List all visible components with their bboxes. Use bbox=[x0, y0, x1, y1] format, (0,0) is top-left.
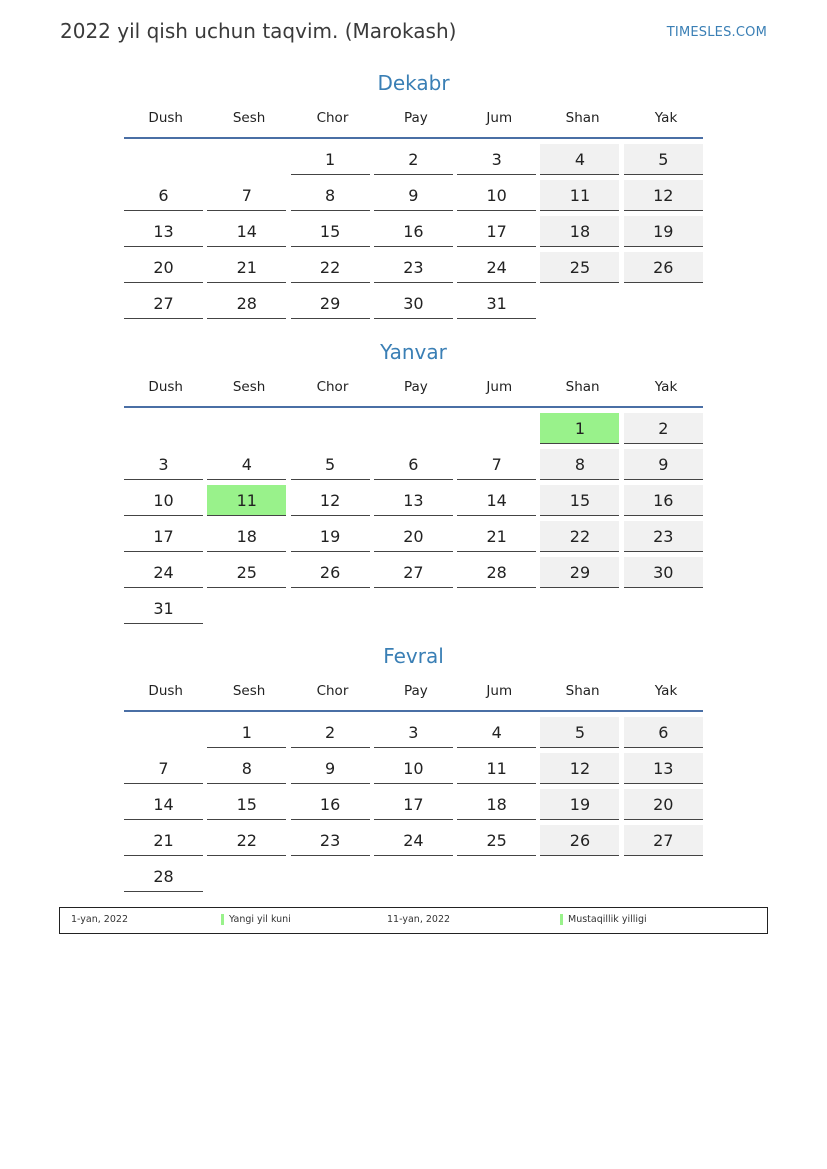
day-cell: 20 bbox=[374, 521, 453, 552]
day-cell: 6 bbox=[374, 449, 453, 480]
empty-cell bbox=[291, 413, 370, 444]
day-cell: 22 bbox=[540, 521, 619, 552]
day-cell: 5 bbox=[540, 717, 619, 748]
weekday-label: Dush bbox=[148, 110, 183, 126]
day-cell: 19 bbox=[291, 521, 370, 552]
holiday-day-cell: 11 bbox=[207, 485, 286, 516]
day-cell: 17 bbox=[457, 216, 536, 247]
weekday-label: Yak bbox=[654, 379, 678, 395]
day-cell: 18 bbox=[207, 521, 286, 552]
day-cell: 12 bbox=[540, 753, 619, 784]
day-cell: 5 bbox=[624, 144, 703, 175]
empty-cell bbox=[457, 413, 536, 444]
page-title: 2022 yil qish uchun taqvim. (Marokash) bbox=[60, 19, 457, 43]
weekday-label: Chor bbox=[316, 379, 349, 395]
weekday-label: Pay bbox=[403, 110, 428, 126]
weekday-label: Chor bbox=[316, 683, 349, 699]
empty-cell bbox=[124, 144, 203, 175]
day-cell: 14 bbox=[457, 485, 536, 516]
legend-color-marker bbox=[221, 914, 224, 925]
day-cell: 14 bbox=[124, 789, 203, 820]
day-cell: 26 bbox=[624, 252, 703, 283]
legend-holiday-name: Mustaqillik yilligi bbox=[568, 914, 647, 925]
day-cell: 27 bbox=[624, 825, 703, 856]
day-cell: 3 bbox=[457, 144, 536, 175]
day-cell: 27 bbox=[124, 288, 203, 319]
day-cell: 9 bbox=[291, 753, 370, 784]
empty-cell bbox=[374, 413, 453, 444]
day-cell: 1 bbox=[207, 717, 286, 748]
day-cell: 4 bbox=[207, 449, 286, 480]
day-cell: 23 bbox=[374, 252, 453, 283]
day-cell: 7 bbox=[207, 180, 286, 211]
empty-cell bbox=[207, 413, 286, 444]
day-cell: 15 bbox=[207, 789, 286, 820]
day-cell: 1 bbox=[291, 144, 370, 175]
weekday-header bbox=[124, 670, 703, 712]
holiday-day-cell: 1 bbox=[540, 413, 619, 444]
day-cell: 11 bbox=[540, 180, 619, 211]
weekday-header bbox=[124, 97, 703, 139]
day-cell: 21 bbox=[457, 521, 536, 552]
month-title: Dekabr bbox=[377, 71, 450, 95]
month-february bbox=[124, 642, 703, 892]
day-cell: 7 bbox=[124, 753, 203, 784]
day-cell: 31 bbox=[124, 593, 203, 624]
weekday-label: Pay bbox=[403, 379, 428, 395]
day-cell: 24 bbox=[124, 557, 203, 588]
weekday-label: Yak bbox=[654, 683, 678, 699]
empty-cell bbox=[124, 413, 203, 444]
day-cell: 8 bbox=[207, 753, 286, 784]
day-cell: 15 bbox=[540, 485, 619, 516]
weekday-label: Dush bbox=[148, 379, 183, 395]
month-december bbox=[124, 69, 703, 319]
legend-date: 1-yan, 2022 bbox=[71, 914, 128, 925]
day-cell: 4 bbox=[457, 717, 536, 748]
empty-cell bbox=[207, 144, 286, 175]
day-cell: 12 bbox=[624, 180, 703, 211]
weekday-label: Jum bbox=[486, 683, 513, 699]
day-cell: 2 bbox=[291, 717, 370, 748]
day-cell: 21 bbox=[124, 825, 203, 856]
day-cell: 29 bbox=[540, 557, 619, 588]
day-cell: 10 bbox=[124, 485, 203, 516]
day-grid bbox=[124, 144, 703, 319]
weekday-label: Sesh bbox=[232, 379, 266, 395]
day-cell: 13 bbox=[124, 216, 203, 247]
day-cell: 12 bbox=[291, 485, 370, 516]
day-cell: 9 bbox=[624, 449, 703, 480]
day-cell: 2 bbox=[624, 413, 703, 444]
day-cell: 25 bbox=[207, 557, 286, 588]
day-cell: 29 bbox=[291, 288, 370, 319]
month-title: Fevral bbox=[383, 644, 444, 668]
day-cell: 9 bbox=[374, 180, 453, 211]
day-cell: 28 bbox=[457, 557, 536, 588]
day-cell: 10 bbox=[374, 753, 453, 784]
legend-color-marker bbox=[560, 914, 563, 925]
weekday-label: Yak bbox=[654, 110, 678, 126]
site-link[interactable]: TIMESLES.COM bbox=[666, 25, 767, 40]
day-cell: 4 bbox=[540, 144, 619, 175]
weekday-label: Dush bbox=[148, 683, 183, 699]
day-cell: 20 bbox=[624, 789, 703, 820]
day-cell: 28 bbox=[207, 288, 286, 319]
day-cell: 3 bbox=[374, 717, 453, 748]
day-cell: 14 bbox=[207, 216, 286, 247]
day-cell: 26 bbox=[291, 557, 370, 588]
day-cell: 28 bbox=[124, 861, 203, 892]
weekday-label: Jum bbox=[486, 379, 513, 395]
legend-holiday-name: Yangi yil kuni bbox=[229, 914, 291, 925]
day-grid bbox=[124, 413, 703, 624]
day-cell: 23 bbox=[291, 825, 370, 856]
month-title: Yanvar bbox=[380, 340, 447, 364]
day-cell: 20 bbox=[124, 252, 203, 283]
day-cell: 19 bbox=[540, 789, 619, 820]
weekday-label: Pay bbox=[403, 683, 428, 699]
weekday-header bbox=[124, 366, 703, 408]
day-cell: 3 bbox=[124, 449, 203, 480]
day-cell: 18 bbox=[540, 216, 619, 247]
day-cell: 18 bbox=[457, 789, 536, 820]
day-cell: 21 bbox=[207, 252, 286, 283]
day-cell: 23 bbox=[624, 521, 703, 552]
day-cell: 11 bbox=[457, 753, 536, 784]
day-cell: 24 bbox=[457, 252, 536, 283]
day-cell: 6 bbox=[624, 717, 703, 748]
weekday-label: Sesh bbox=[232, 683, 266, 699]
day-cell: 8 bbox=[540, 449, 619, 480]
day-cell: 24 bbox=[374, 825, 453, 856]
weekday-label: Chor bbox=[316, 110, 349, 126]
day-cell: 2 bbox=[374, 144, 453, 175]
day-cell: 13 bbox=[624, 753, 703, 784]
day-cell: 10 bbox=[457, 180, 536, 211]
weekday-label: Sesh bbox=[232, 110, 266, 126]
weekday-label: Shan bbox=[565, 379, 600, 395]
empty-cell bbox=[124, 717, 203, 748]
day-cell: 17 bbox=[124, 521, 203, 552]
weekday-label: Shan bbox=[565, 683, 600, 699]
day-cell: 30 bbox=[624, 557, 703, 588]
day-cell: 22 bbox=[207, 825, 286, 856]
day-cell: 30 bbox=[374, 288, 453, 319]
day-cell: 26 bbox=[540, 825, 619, 856]
day-cell: 5 bbox=[291, 449, 370, 480]
day-grid bbox=[124, 717, 703, 892]
day-cell: 16 bbox=[624, 485, 703, 516]
day-cell: 22 bbox=[291, 252, 370, 283]
day-cell: 13 bbox=[374, 485, 453, 516]
day-cell: 15 bbox=[291, 216, 370, 247]
day-cell: 8 bbox=[291, 180, 370, 211]
day-cell: 25 bbox=[540, 252, 619, 283]
day-cell: 25 bbox=[457, 825, 536, 856]
holiday-legend bbox=[59, 907, 768, 934]
day-cell: 31 bbox=[457, 288, 536, 319]
month-january bbox=[124, 338, 703, 624]
day-cell: 27 bbox=[374, 557, 453, 588]
day-cell: 19 bbox=[624, 216, 703, 247]
day-cell: 7 bbox=[457, 449, 536, 480]
day-cell: 17 bbox=[374, 789, 453, 820]
weekday-label: Jum bbox=[486, 110, 513, 126]
day-cell: 16 bbox=[291, 789, 370, 820]
day-cell: 6 bbox=[124, 180, 203, 211]
legend-date: 11-yan, 2022 bbox=[387, 914, 451, 925]
day-cell: 16 bbox=[374, 216, 453, 247]
weekday-label: Shan bbox=[565, 110, 600, 126]
